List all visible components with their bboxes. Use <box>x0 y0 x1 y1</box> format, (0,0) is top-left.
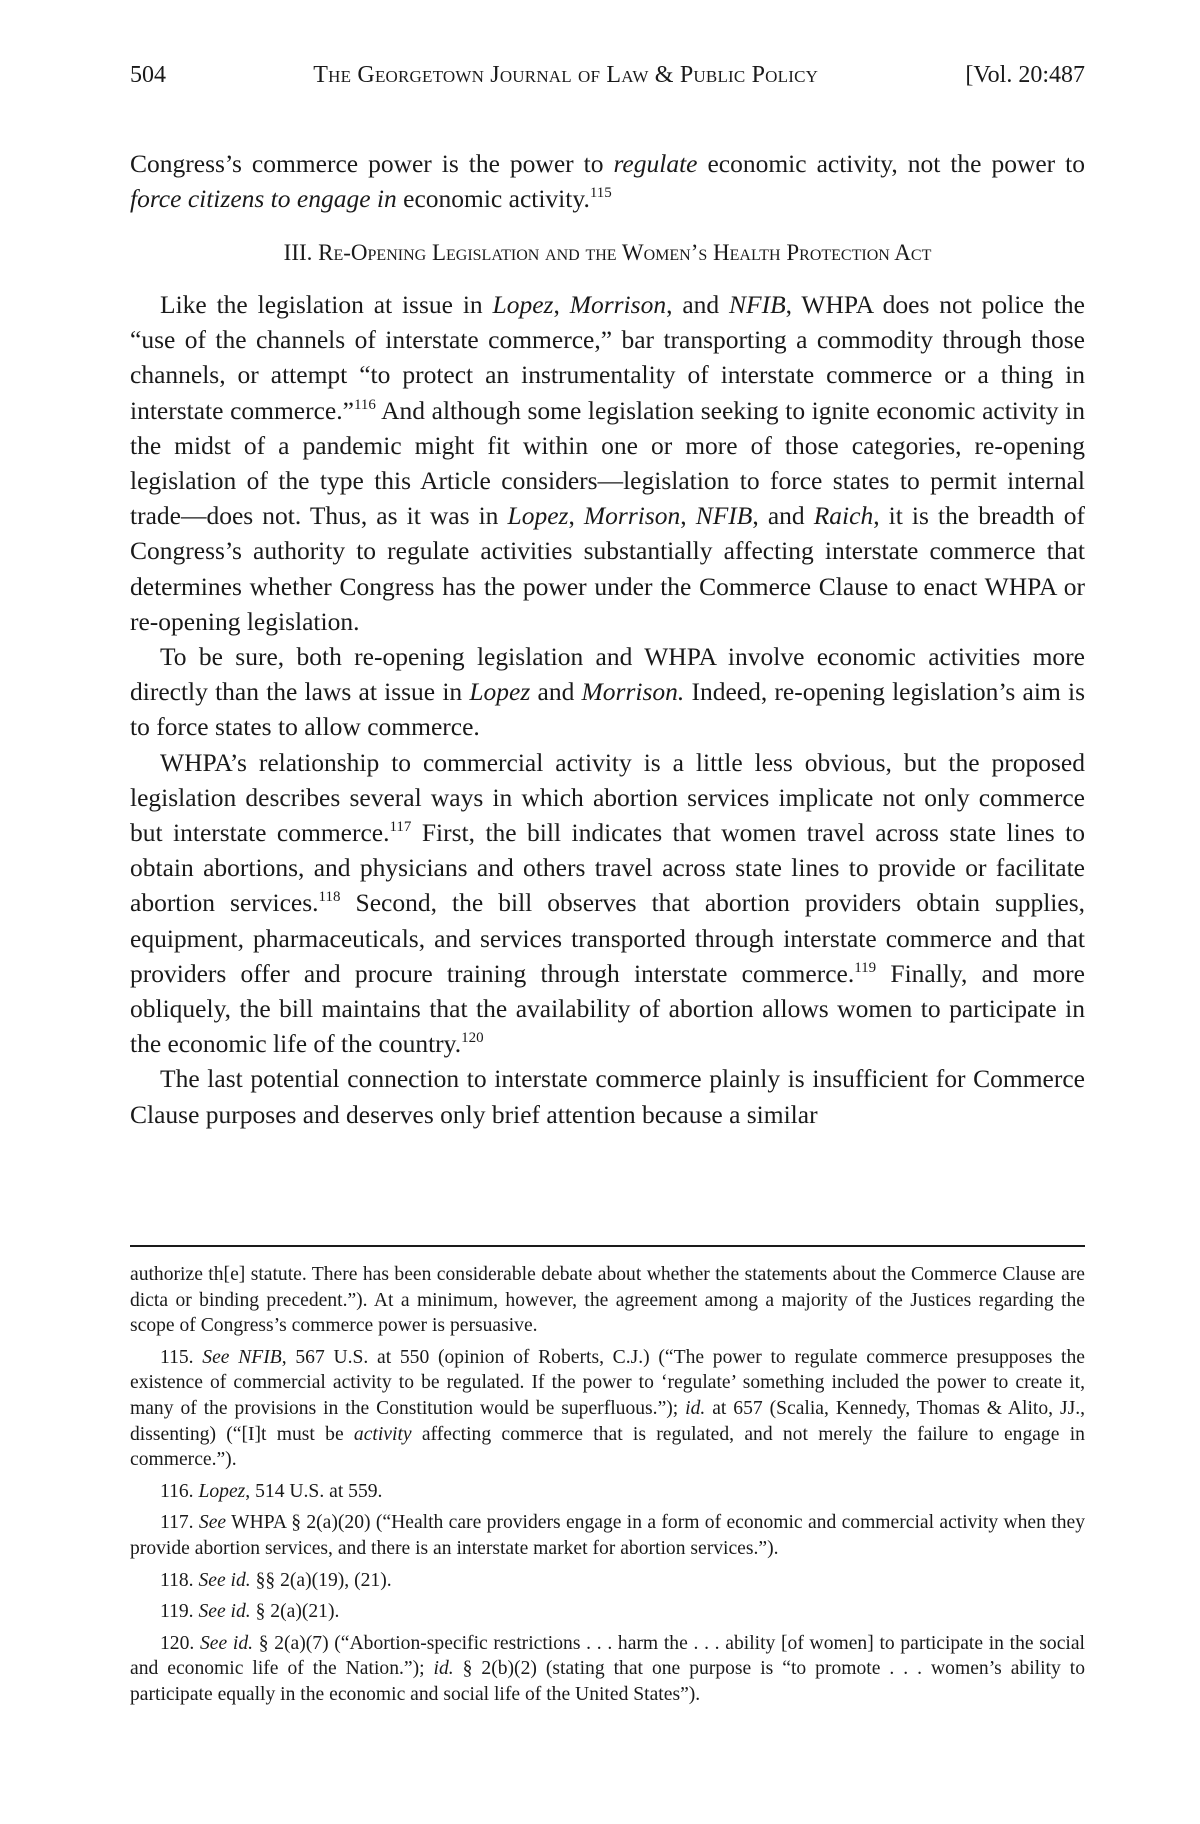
footnote-116: 116. Lopez, 514 U.S. at 559. <box>160 1480 383 1502</box>
footnotes <box>130 1262 1085 1708</box>
main-text <box>130 287 1085 1132</box>
footnote-ref: 116 <box>353 396 376 413</box>
footnote-continuation: authorize th[e] statute. There has been considerable debate about whether the statements about the Commerce Clause are dicta or binding precedent.”). At a minimum, however, the agreement among a majority of the Justices regarding the scope of Congress’s commerce power is persuasive. <box>130 1264 1085 1337</box>
footnote-ref: 118 <box>318 889 341 906</box>
paragraph-4: The last potential connection to interstate commerce plainly is insufficient for Commerce Clause purposes and deserves only brief attention because a similar <box>130 1064 1085 1129</box>
footnote-ref: 117 <box>389 819 412 836</box>
paragraph-2: To be sure, both re-opening legislation and WHPA involve economic activities more directly than the laws at issue in Lopez and Morrison. Indeed, re-opening legislation’s aim is to force states to allow commerce. <box>130 642 1085 742</box>
footnote-ref: 120 <box>461 1030 484 1047</box>
paragraph-3: WHPA’s relationship to commercial activity is a little less obvious, but the proposed legislation describes several ways in which abortion services implicate not only commerce but interstate commerce.$^{117}$ First, the bill indicates that women travel across state lines to obtain abortions, and physicians and others travel across state lines to provide or facilitate abortion services.$^{118}$ Second, the bill observes that abortion providers obtain supplies, equipment, pharmaceuticals, and services transported through interstate commerce and that providers offer and procure training through interstate commerce.$^{119}$ Finally, and more obliquely, the bill maintains that the availability of abortion allows women to participate in the economic life of the country.$^{120}$ <box>130 747 1085 1059</box>
footnote-115: 115. See NFIB, 567 U.S. at 550 (opinion of Roberts, C.J.) (“The power to regulate commerce presupposes the existence of commercial activity to be regulated. If the power to ‘regulate’ something included the power to create it, many of the provisions in the Constitution would be superfluous.”); id. at 657 (Scalia, Kennedy, Thomas & Alito, JJ., dissenting) (“[I]t must be activity affecting commerce that is regulated, and not merely the failure to engage in commerce.”). <box>130 1346 1085 1471</box>
footnote-119: 119. See id. § 2(a)(21). <box>160 1601 340 1623</box>
footnote-ref: 119 <box>854 959 877 976</box>
footnote-ref: 115 <box>589 185 612 202</box>
journal-title: The Georgetown Journal of Law & Public Policy <box>313 62 819 88</box>
section-heading <box>130 240 1085 266</box>
intro-paragraph: Congress’s commerce power is the power to regulate economic activity, not the power to force citizens to engage in economic activity.$^{115}$ <box>130 149 1085 214</box>
section-number: III. <box>283 240 313 265</box>
paragraph-1: Like the legislation at issue in Lopez, Morrison, and NFIB, WHPA does not police the “use of the channels of interstate commerce,” bar transporting a commodity through those channels, or attempt “to protect an instrumentality of interstate commerce or a thing in interstate commerce.”$^{116}$ And although some legislation seeking to ignite economic activity in the midst of a pandemic might fit within one or more of those categories, re-opening legislation of the type this Article considers—legislation to force states to permit internal trade—does not. Thus, as it was in Lopez, Morrison, NFIB, and Raich, it is the breadth of Congress’s authority to regulate activities substantially affecting interstate commerce that determines whether Congress has the power under the Commerce Clause to enact WHPA or re-opening legislation. <box>130 290 1085 636</box>
volume-citation: [Vol. 20:487 <box>965 62 1085 88</box>
footnote-120: 120. See id. § 2(a)(7) (“Abortion-specific restrictions . . . harm the . . . ability [of women] to participate in the social and economic life of the Nation.”); id. § 2(b)(2) (stating that one purpose is “to promote . . . women’s ability to participate equally in the economic and social life of the United States”). <box>130 1632 1086 1705</box>
footnote-divider <box>130 1245 1085 1247</box>
page-number: 504 <box>130 62 166 88</box>
footnote-117: 117. See WHPA § 2(a)(20) (“Health care providers engage in a form of economic and commercial activity when they provide abortion services, and there is an interstate market for abortion services.”). <box>130 1512 1085 1559</box>
footnote-118: 118. See id. §§ 2(a)(19), (21). <box>160 1569 392 1591</box>
section-title: Re-Opening Legislation and the Women’s Health Protection Act <box>318 240 932 265</box>
running-head <box>130 62 1085 89</box>
